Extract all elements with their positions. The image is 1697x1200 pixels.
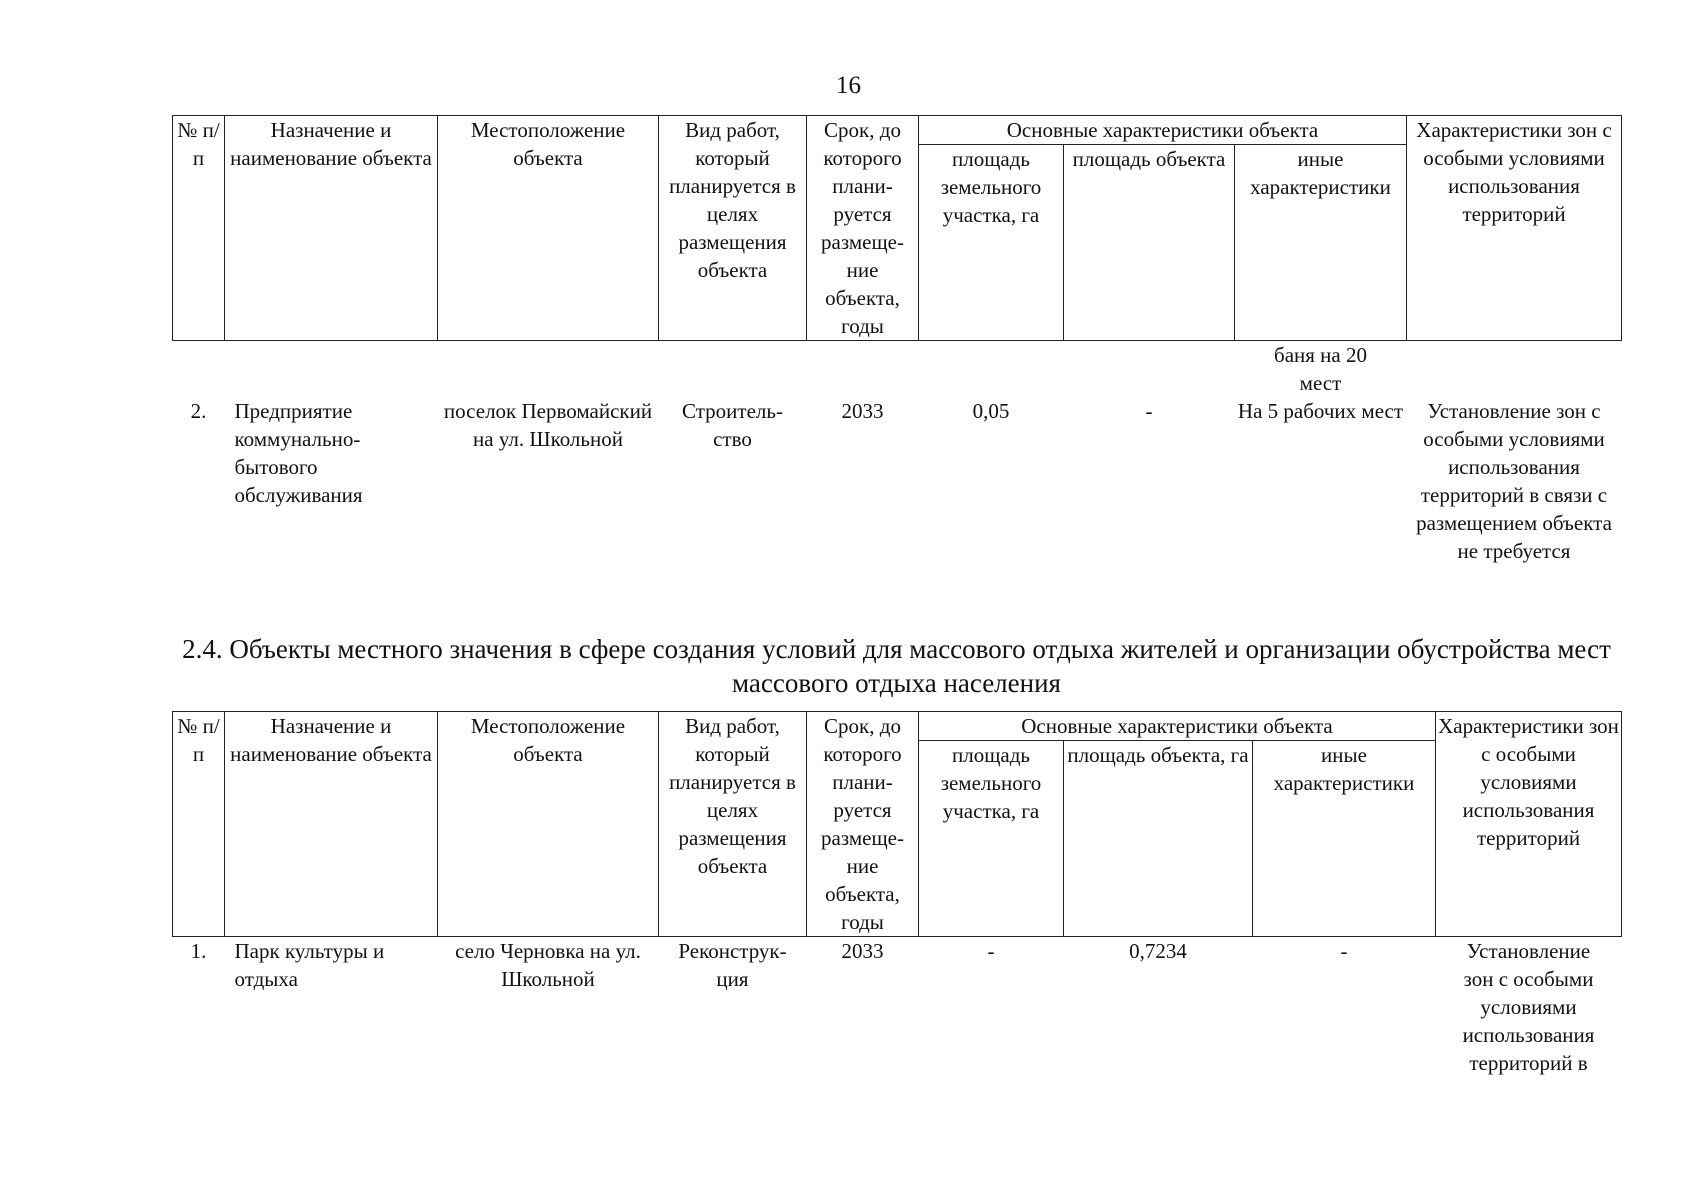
cell-other-characteristics: - [1340, 939, 1348, 963]
table-row [173, 937, 1622, 1078]
header-work-type: Вид работ, который планируется в целях размещения объекта [659, 116, 807, 341]
cell-location: село Черновка на ул. Школьной [455, 939, 641, 991]
header-zones: Характеристики зон с особыми условиями использования территорий [1407, 116, 1622, 341]
objects-table-1 [172, 115, 1622, 565]
header-term: Срок, до которого плани- руется размеще- ние объекта, годы [807, 116, 919, 341]
table-header-row [173, 116, 1622, 145]
other-characteristics-top: баня на 20 мест [1274, 343, 1367, 395]
cell-term: 2033 [841, 939, 884, 963]
objects-table-2 [172, 711, 1622, 1077]
cell-work-type: Строитель- ство [682, 399, 783, 451]
cell-name: Парк культуры и отдыха [234, 939, 385, 991]
cell-work-type: Реконструк- ция [678, 939, 787, 991]
header-num: № п/п [173, 116, 225, 341]
header-main-characteristics: Основные характеристики объекта [919, 116, 1407, 145]
cell-location: поселок Первомайский на ул. Школьной [443, 399, 653, 451]
header-main-characteristics: Основные характеристики объекта [919, 712, 1436, 741]
header-zones: Характеристики зон с особыми условиями использования территорий [1436, 712, 1622, 937]
header-work-type: Вид работ, который планируется в целях размещения объекта [659, 712, 807, 937]
cell-land-area: - [987, 939, 995, 963]
header-object-area: площадь объекта, га [1064, 741, 1253, 937]
cell-object-area: - [1145, 399, 1153, 423]
header-land-area: площадь земельного участка, га [919, 741, 1064, 937]
page-number: 16 [836, 72, 861, 99]
cell-term: 2033 [841, 399, 884, 423]
cell-zones: Установление зон с особыми условиями использования территорий в связи с размещением объекта не требуется [1416, 399, 1612, 563]
header-location: Местоположение объекта [438, 712, 659, 937]
header-name: Назначение и наименование объекта [225, 712, 438, 937]
cell-zones: Установление зон с особыми условиями использования территорий в [1462, 939, 1595, 1075]
table-row [173, 341, 1622, 566]
cell-object-area: 0,7234 [1129, 939, 1187, 963]
header-name: Назначение и наименование объекта [225, 116, 438, 341]
cell-num: 2. [190, 399, 207, 423]
header-land-area: площадь земельного участка, га [919, 145, 1064, 341]
cell-name: Предприятие коммунально- бытового обслуживания [234, 399, 363, 507]
cell-land-area: 0,05 [972, 399, 1010, 423]
header-term: Срок, до которого плани- руется размеще- ние объекта, годы [807, 712, 919, 937]
other-characteristics-main: На 5 рабочих мест [1237, 399, 1404, 423]
cell-other-characteristics [1235, 341, 1407, 566]
header-object-area: площадь объекта [1064, 145, 1235, 341]
header-other-characteristics: иные характеристики [1253, 741, 1436, 937]
section-title: 2.4. Объекты местного значения в сфере создания условий для массового отдыха жителей и организации обустройства мест массового отдыха населения [182, 634, 1611, 698]
header-location: Местоположение объекта [438, 116, 659, 341]
table-header-row [173, 712, 1622, 741]
cell-num: 1. [190, 939, 207, 963]
header-other-characteristics: иные характеристики [1235, 145, 1407, 341]
header-num: № п/п [173, 712, 225, 937]
